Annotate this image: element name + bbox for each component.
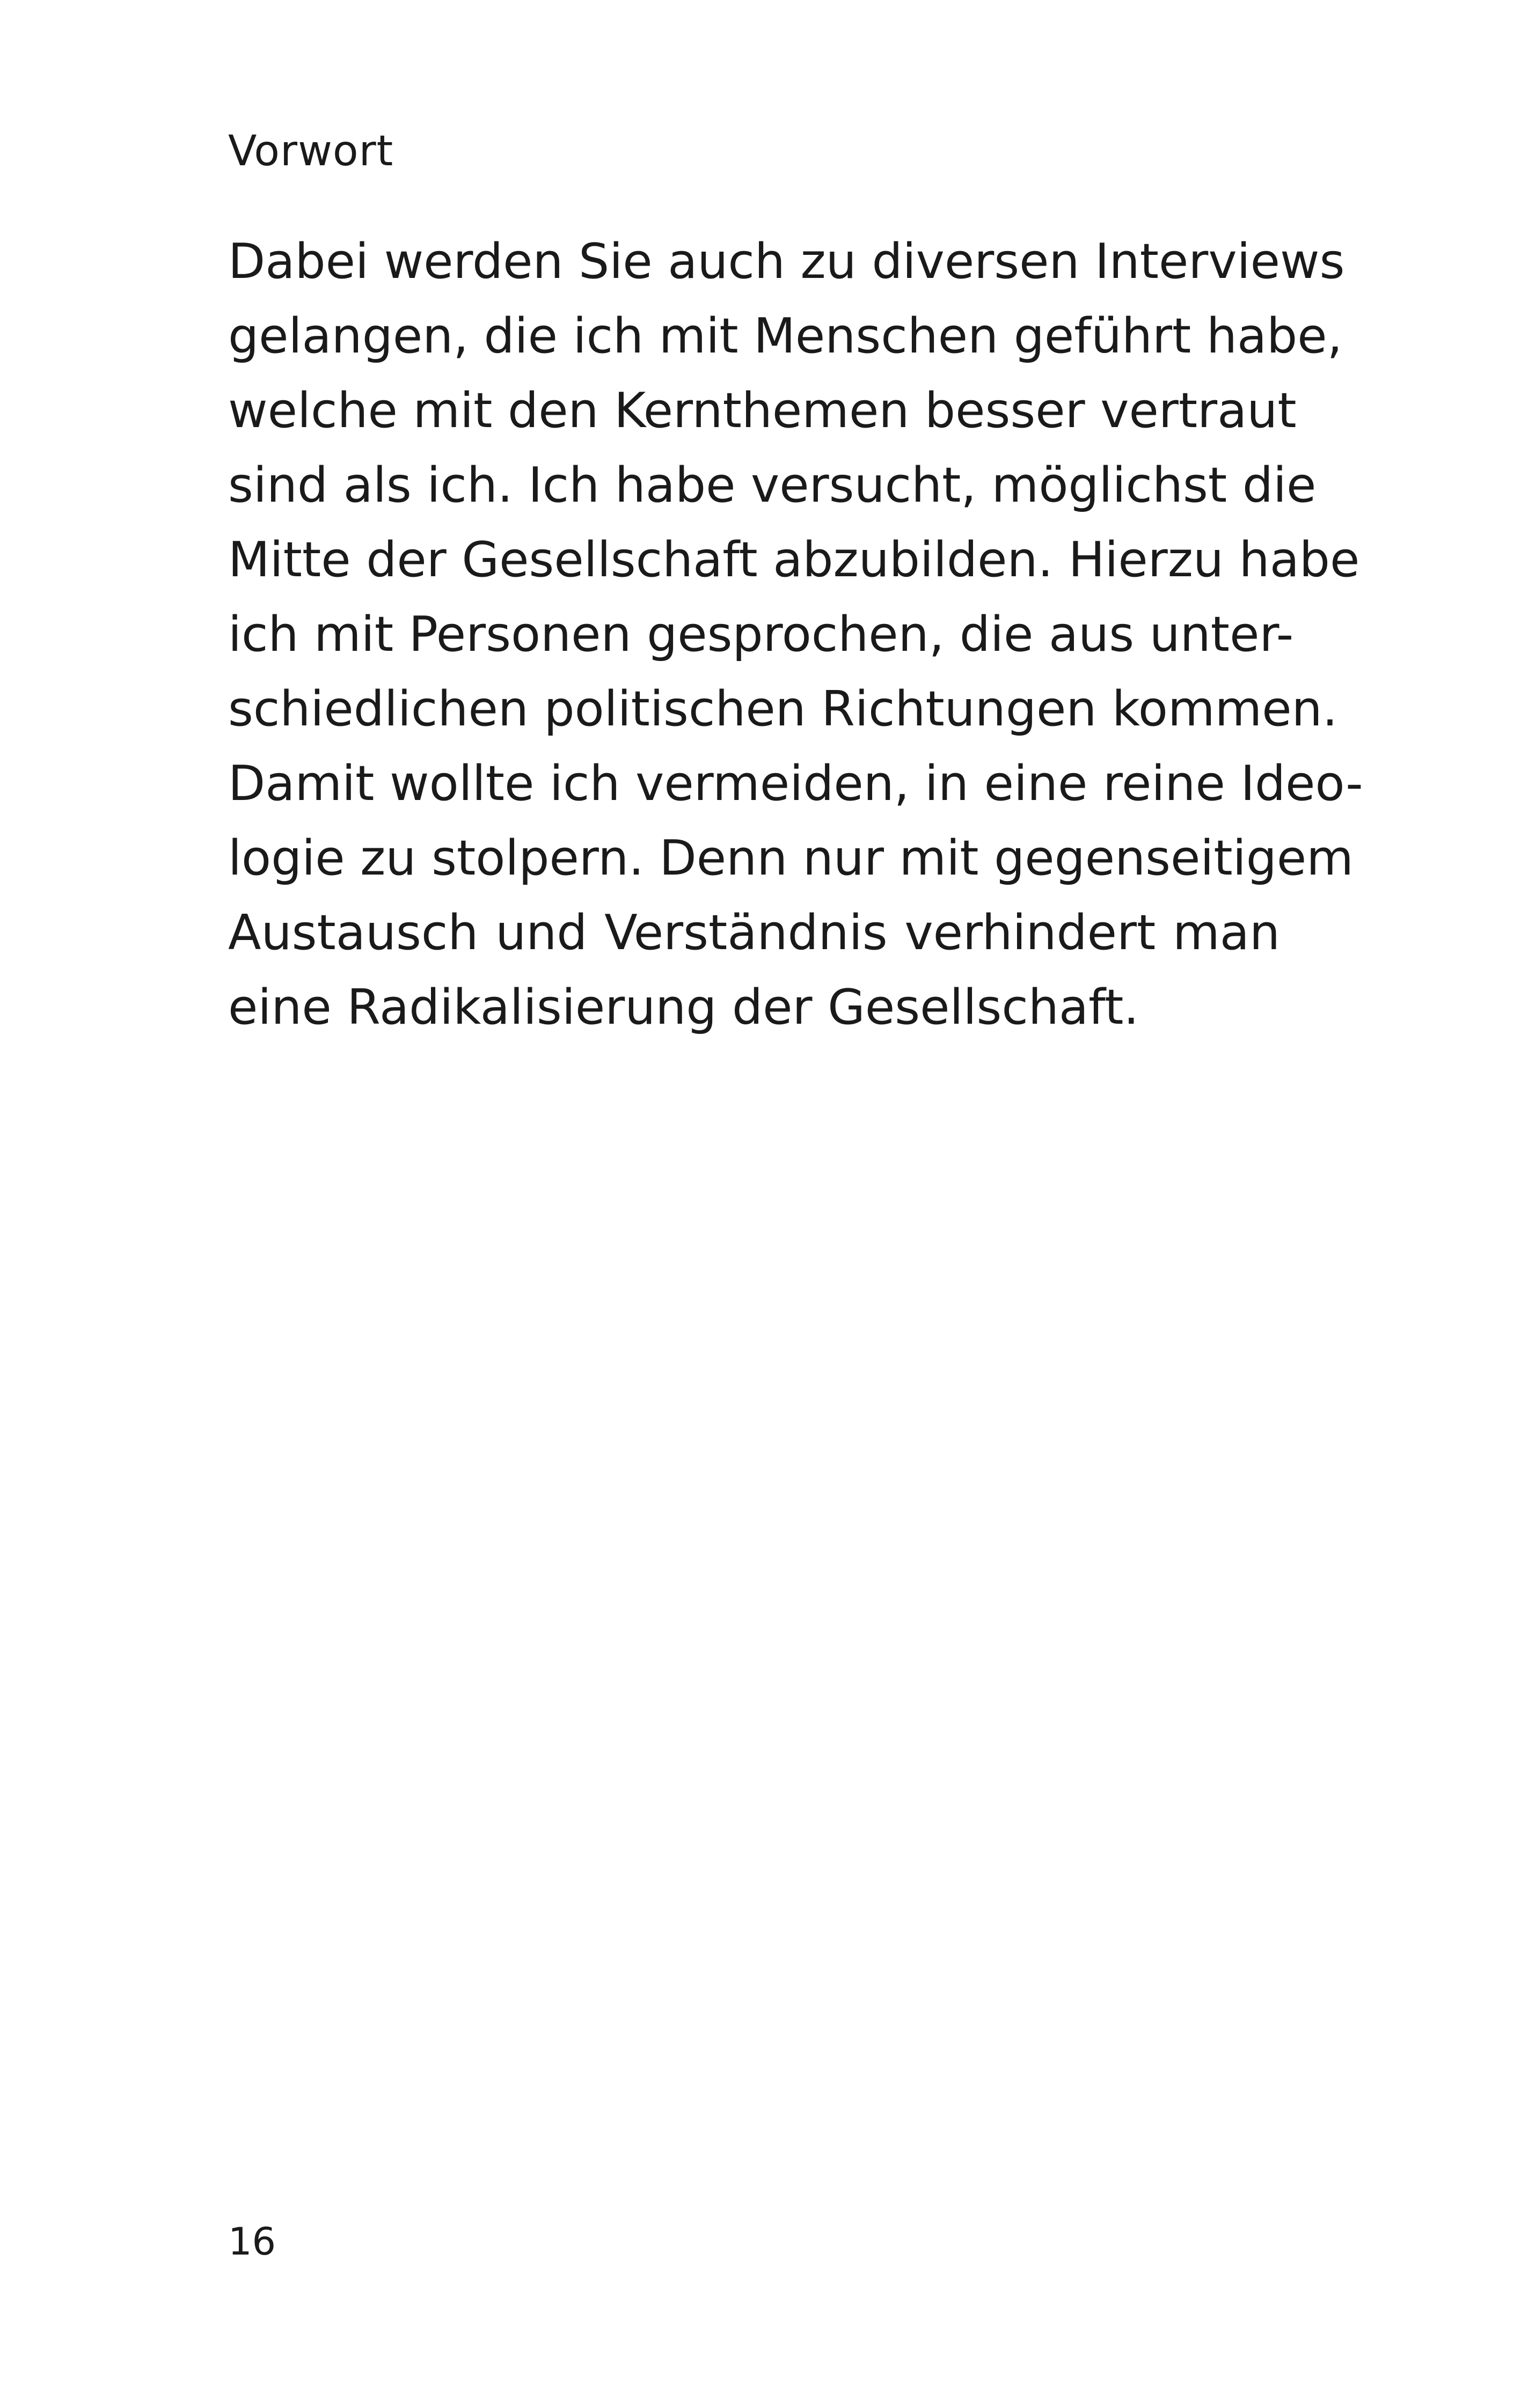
paragraph-line: welche mit den Kernthemen besser vertraut bbox=[228, 383, 1297, 439]
paragraph-line: Austausch und Verständnis verhindert man bbox=[228, 905, 1280, 961]
paragraph-line: ich mit Personen gesprochen, die aus unter- bbox=[228, 606, 1294, 663]
running-head: Vorwort bbox=[228, 127, 394, 175]
paragraph-line: Damit wollte ich vermeiden, in eine reine Ideo- bbox=[228, 755, 1363, 812]
body-paragraph bbox=[228, 224, 1363, 1045]
paragraph-line: gelangen, die ich mit Menschen geführt habe, bbox=[228, 308, 1343, 364]
page-number: 16 bbox=[228, 2220, 276, 2264]
paragraph-line: sind als ich. Ich habe versucht, möglichst die bbox=[228, 457, 1317, 513]
paragraph-line: logie zu stolpern. Denn nur mit gegenseitigem bbox=[228, 830, 1354, 886]
paragraph-line: eine Radikalisierung der Gesellschaft. bbox=[228, 979, 1139, 1036]
paragraph-line: Dabei werden Sie auch zu diversen Interviews bbox=[228, 233, 1345, 290]
paragraph-line: Mitte der Gesellschaft abzubilden. Hierzu habe bbox=[228, 532, 1360, 588]
paragraph-line: schiedlichen politischen Richtungen kommen. bbox=[228, 681, 1338, 737]
